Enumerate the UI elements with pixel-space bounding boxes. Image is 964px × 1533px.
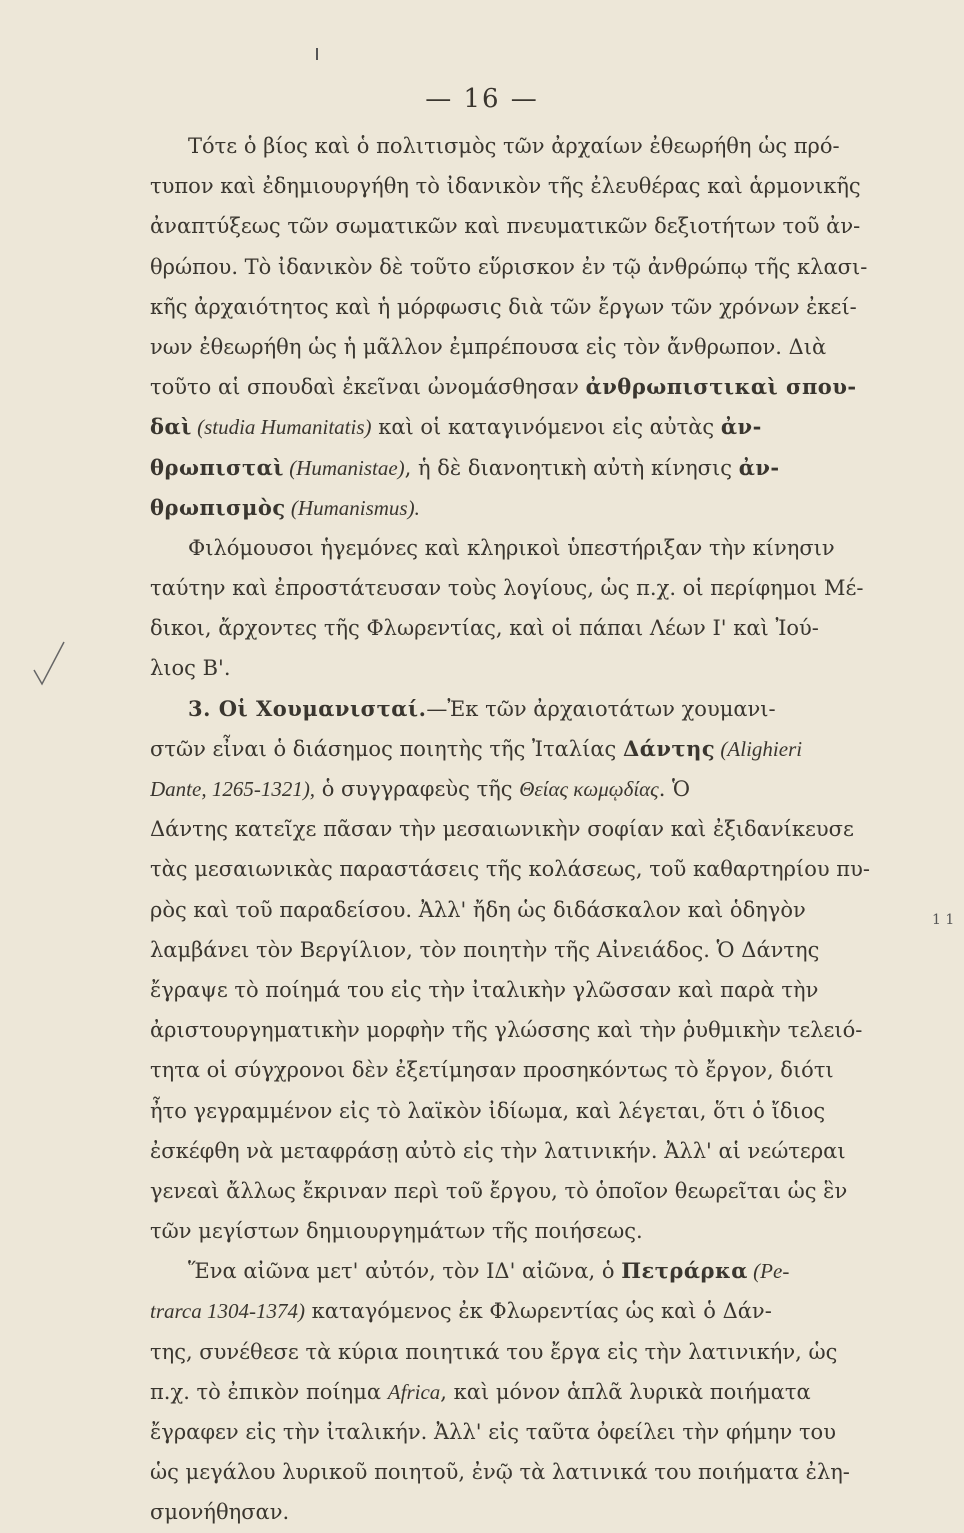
- text-line: [150, 729, 920, 769]
- text-span: τοῦτο αἱ σπουδαὶ ἐκεῖναι ὠνομάσθησαν: [150, 375, 586, 400]
- pencil-tick-mark: [316, 48, 318, 60]
- text-span: —Ἐκ τῶν ἀρχαιοτάτων χουμανι-: [426, 696, 776, 721]
- text-line: ἔγραφεν εἰς τὴν ἰταλικήν. Ἀλλ' εἰς ταῦτα ὀφείλει τὴν φήμην του: [150, 1420, 836, 1444]
- text-line: ἐσκέφθη νὰ μεταφράσῃ αὐτὸ εἰς τὴν λατινικήν. Ἀλλ' αἱ νεώτεραι: [150, 1138, 846, 1163]
- body-text: [150, 126, 920, 1533]
- text-line: [150, 448, 920, 488]
- text-span: στῶν εἶναι ὁ διάσημος ποιητὴς τῆς Ἰταλίας: [150, 736, 623, 761]
- text-span: Ἕνα αἰῶνα μετ' αὐτόν, τὸν ΙΔ' αἰῶνα, ὁ: [188, 1259, 622, 1284]
- text-line: Δάντης κατεῖχε πᾶσαν τὴν μεσαιωνικὴν σοφίαν καὶ ἐξιδανίκευσε: [150, 817, 854, 842]
- text-line: ρὸς καὶ τοῦ παραδείσου. Ἀλλ' ἤδη ὡς διδάσκαλον καὶ ὁδηγὸν: [150, 897, 806, 922]
- text-line: λαμβάνει τὸν Βεργίλιον, τὸν ποιητὴν τῆς Αἰνειάδος. Ὁ Δάντης: [150, 937, 820, 962]
- term-bold: ἀν-: [738, 454, 780, 480]
- text-line: τὰς μεσαιωνικὰς παραστάσεις τῆς κολάσεως, τοῦ καθαρτηρίου πυ-: [150, 857, 870, 882]
- latin-term: trarca 1304-1374): [150, 1299, 305, 1324]
- text-line: [150, 769, 920, 809]
- section-heading: 3. Οἱ Χουμανισταί.: [188, 695, 427, 721]
- title-italic: Africa: [387, 1379, 441, 1404]
- term-bold: Πετράρκα: [621, 1258, 748, 1284]
- text-line: [150, 367, 920, 407]
- text-line: θρώπου. Τὸ ἰδανικὸν δὲ τοῦτο εὕρισκον ἐν τῷ ἀνθρώπῳ τῆς κλασι-: [150, 254, 868, 279]
- text-line: ἀναπτύξεως τῶν σωματικῶν καὶ πνευματικῶν δεξιοτήτων τοῦ ἀν-: [150, 214, 861, 239]
- text-line: σμονήθησαν.: [150, 1500, 290, 1525]
- text-line: της, συνέθεσε τὰ κύρια ποιητικά του ἔργα εἰς τὴν λατινικήν, ὡς: [150, 1339, 838, 1364]
- term-bold: ἀν-: [720, 414, 762, 440]
- latin-term: (Humanistae): [283, 455, 405, 480]
- latin-term: (Pe-: [747, 1259, 790, 1284]
- edge-mark: 1 1: [932, 912, 955, 928]
- text-line: ταύτην καὶ ἐπροστάτευσαν τοὺς λογίους, ὡς π.χ. οἱ περίφημοι Μέ-: [150, 576, 864, 601]
- text-line: [150, 407, 920, 447]
- term-bold: θρωπισμὸς: [150, 494, 286, 520]
- title-italic: Θείας κωμῳδίας: [519, 777, 659, 801]
- text-span: ὁ συγγραφεὺς τῆς: [315, 777, 520, 801]
- text-span: , ἡ δὲ διανοητικὴ αὐτὴ κίνησις: [404, 455, 739, 480]
- text-line: ἦτο γεγραμμένον εἰς τὸ λαϊκὸν ἰδίωμα, καὶ λέγεται, ὅτι ὁ ἴδιος: [150, 1098, 826, 1123]
- text-line: Φιλόμουσοι ἡγεμόνες καὶ κληρικοὶ ὑπεστήριξαν τὴν κίνησιν: [188, 535, 835, 560]
- text-line: ἔγραψε τὸ ποίημά του εἰς τὴν ἰταλικὴν γλῶσσαν καὶ παρὰ τὴν: [150, 977, 819, 1002]
- latin-term: (Alighieri: [715, 736, 803, 761]
- section-heading-line: [150, 689, 920, 729]
- text-line: λιος Β'.: [150, 656, 231, 681]
- latin-term: Dante, 1265-1321),: [150, 777, 316, 801]
- latin-term: (Humanismus).: [285, 495, 420, 520]
- text-line: [150, 1251, 920, 1291]
- text-line: τυπον καὶ ἐδημιουργήθη τὸ ἰδανικὸν τῆς ἐλευθέρας καὶ ἁρμονικῆς: [150, 174, 861, 199]
- term-bold: Δάντης: [622, 735, 716, 761]
- text-line: δικοι, ἄρχοντες τῆς Φλωρεντίας, καὶ οἱ πάπαι Λέων Ι' καὶ Ἰού-: [150, 616, 819, 641]
- text-line: νων ἐθεωρήθη ὡς ἡ μᾶλλον ἐμπρέπουσα εἰς τὸν ἄνθρωπον. Διὰ: [150, 334, 827, 359]
- text-line: τητα οἱ σύγχρονοι δὲν ἐξετίμησαν προσηκόντως τὸ ἔργον, διότι: [150, 1058, 834, 1083]
- term-bold: δαὶ: [150, 414, 192, 440]
- text-line: ἀριστουργηματικὴν μορφὴν τῆς γλώσσης καὶ τὴν ῥυθμικὴν τελειό-: [150, 1018, 863, 1043]
- text-span: καὶ οἱ καταγινόμενοι εἰς αὐτὰς: [371, 415, 721, 440]
- page-number: — 16 —: [425, 84, 539, 114]
- margin-check-mark: [30, 640, 70, 700]
- text-span: καταγόμενος ἐκ Φλωρεντίας ὡς καὶ ὁ Δάν-: [304, 1299, 772, 1324]
- text-span: π.χ. τὸ ἐπικὸν ποίημα: [150, 1379, 388, 1404]
- latin-term: (studia Humanitatis): [191, 415, 372, 440]
- text-span: . Ὁ: [658, 777, 691, 801]
- text-line: τῶν μεγίστων δημιουργημάτων τῆς ποιήσεως.: [150, 1219, 643, 1244]
- text-line: [150, 1291, 920, 1331]
- text-line: [150, 1372, 920, 1412]
- text-line: κῆς ἀρχαιότητος καὶ ἡ μόρφωσις διὰ τῶν ἔργων τῶν χρόνων ἐκεί-: [150, 294, 857, 319]
- text-line: ὡς μεγάλου λυρικοῦ ποιητοῦ, ἐνῷ τὰ λατινικά του ποιήματα ἐλη-: [150, 1460, 850, 1485]
- text-line: γενεαὶ ἄλλως ἔκριναν περὶ τοῦ ἔργου, τὸ ὁποῖον θεωρεῖται ὡς ἓν: [150, 1178, 848, 1203]
- term-bold: θρωπισταὶ: [150, 454, 284, 480]
- text-line: Τότε ὁ βίος καὶ ὁ πολιτισμὸς τῶν ἀρχαίων ἐθεωρήθη ὡς πρό-: [188, 134, 840, 158]
- text-span: , καὶ μόνον ἁπλᾶ λυρικὰ ποιήματα: [440, 1379, 811, 1404]
- text-line: [150, 488, 920, 528]
- term-bold: ἀνθρωπιστικαὶ σπου-: [585, 374, 857, 400]
